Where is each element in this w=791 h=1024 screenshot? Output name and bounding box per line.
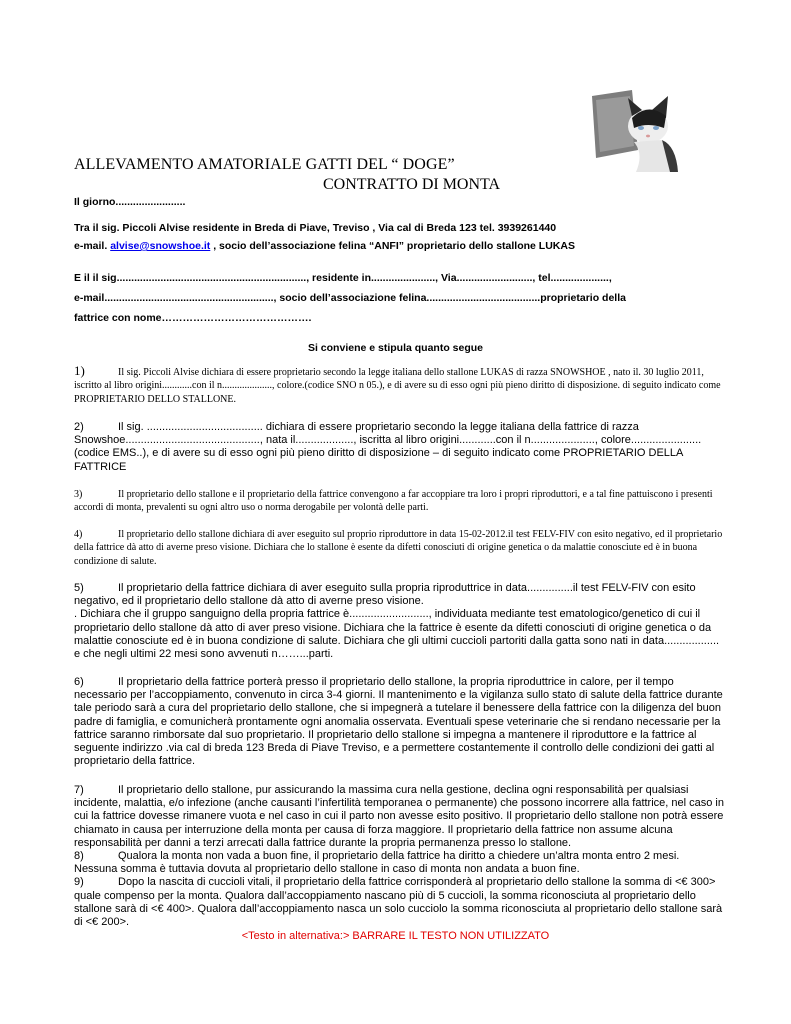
cat-photo [586,88,686,172]
clause-2 [74,421,724,474]
clause-text: Il proprietario della fattrice porterà presso il proprietario dello stallone, la propria riproduttrice in calore, per il tempo necessario per l’accoppiamento, convenuto in circa 3-4 giorni. Il mantenimento e la vigilanza sullo stato di salute della fattrice durante tale periodo sarà a cura del proprietario dello stallone, che si impegnerà a tutelare il benessere della fattrice con la diligenza del buon padre di famiglia, e comunicherà prontamente ogni anomalia osservata. Eventuali spese veterinarie che si rendano necessarie per la fattrice saranno rimborsate dal suo proprietario. Il proprietario dello stallone si impegna a mantenere il riproduttore e la fattrice al seguente indirizzo .via cal di breda 123 Breda di Piave Treviso, e a permettere costantemente il controllo delle condizioni dei gatti al proprietario della fattrice. [74,676,723,768]
dam-owner-line-3: fattrice con nome……………………………………. [74,312,312,324]
clause-text: Il proprietario dello stallone e il proprietario della fattrice convengono a far accoppiare tra loro i propri riproduttori, e a tal fine pattuiscono i presenti accordi di monta, prevalenti su ogni altro uso o norma derogabile per volontà delle parti. [74,489,713,514]
email-suffix: , socio dell’associazione felina “ANFI” proprietario dello stallone LUKAS [210,240,575,252]
clause-number: 7) [74,784,84,796]
clause-4 [74,528,724,568]
clause-text: Il sig. Piccoli Alvise dichiara di essere proprietario secondo la legge italiana dello stallone LUKAS di razza SNOWSHOE , nato il. 30 luglio 2011, iscritto al libro origini............con il n...................., colore.(codice SNO n 05.), e di avere su di esso ogni più pieno diritto di disposizione. di seguito indicato come PROPRIETARIO DELLO STALLONE. [74,367,721,405]
email-link[interactable]: alvise@snowshoe.it [110,240,211,252]
clause-9-text: Dopo la nascita di cuccioli vitali, il proprietario della fattrice corrisponderà al proprietario dello stallone la somma di <€ 300> quale compenso per la monta. Qualora dall’accoppiamento nascano più di 5 cuccioli, la somma riconosciuta al proprietario dello stallone sarà di <€ 400>. Qualora dall’accoppiamento nasca un solo cucciolo la somma riconosciuta al proprietario dello stallone sarà di <€ 200>. [74,876,723,929]
stallion-owner-email-line [74,240,575,252]
clause-number: 6) [74,676,84,688]
clause-1 [74,364,724,406]
clause-text: Il sig. ...................................... dichiara di essere proprietario secondo la legge italiana della fattrice di razza Snowshoe............................................, nata il..................., iscritta al libro origini............con il n....................., colore.......................(codice EMS..), e di avere su di esso ogni più pieno diritto di disposizione – di seguito indicato come PROPRIETARIO DELLA FATTRICE [74,421,702,473]
date-line: Il giorno........................ [74,196,186,208]
dam-owner-line-1: E il il sig................................................................., residente in......................, Via.........................., tel...................., [74,272,612,284]
alternative-text-note: <Testo in alternativa:> BARRARE IL TESTO NON UTILIZZATO [241,930,550,942]
clause-number: 4) [74,529,83,540]
clause-5 [74,582,724,661]
document-title: ALLEVAMENTO AMATORIALE GATTI DEL “ DOGE” [74,156,455,173]
clause-number: 1) [74,363,85,378]
stallion-owner-line: Tra il sig. Piccoli Alvise residente in Breda di Piave, Treviso , Via cal di Breda 123 tel. 3939261440 [74,222,557,234]
clause-number: 2) [74,421,84,433]
clause-text: Il proprietario della fattrice dichiara di aver eseguito sulla propria riproduttrice in data...............il test FELV-FIV con esito negativo, ed il proprietario dello stallone dà atto di averne preso visione. [74,582,696,608]
email-prefix: e-mail. [74,240,111,252]
clause-6 [74,676,724,768]
clause-number: 3) [74,489,83,500]
agreement-heading: Si conviene e stipula quanto segue [307,342,484,354]
clause-8-text: Qualora la monta non vada a buon fine, il proprietario della fattrice ha diritto a chiedere un’altra monta entro 2 mesi. Nessuna somma è tuttavia dovuta al proprietario dello stallone in caso di monta non andata a buon fine. [74,850,680,876]
clause-text: Il proprietario dello stallone dichiara di aver eseguito sul proprio riproduttore in data 15-02-2012.il test FELV-FIV con esito negativo, ed il proprietario della fattrice dà atto di averne preso visione. Dichiara che lo stallone è esente da difetti conosciuti di origine genetica o da malattie conosciute ed è in buona condizione di salute. [74,529,723,567]
clause-text: Il proprietario dello stallone, pur assicurando la massima cura nella gestione, declina ogni responsabilità per qualsiasi incidente, malattia, e/o infezione (anche causanti l’infertilità temporanea o permanente) che possono incorrere alla fattrice, nel caso in cui la fattrice dovesse rimanere vuota e nel caso in cui il parto non avesse esito positivo. Il proprietario dello stallone non potrà essere chiamato in causa per interruzione della monta per causa di forza maggiore. Il proprietario della fattrice non assume alcuna responsabilità per danni a terzi arrecati dalla fattrice durante la propria permanenza presso lo stallone. [74,784,724,849]
document-subtitle: CONTRATTO DI MONTA [323,176,501,193]
clause-number: 9) [74,876,84,889]
clause-number: 5) [74,582,84,594]
dam-owner-line-2: e-mail.........................................................., socio dell’associazione felina.......................................proprietario della [74,292,626,304]
clause-number: 8) [74,850,84,863]
clause-7 [74,784,724,929]
clause-text-continued: . Dichiara che il gruppo sanguigno della propria fattrice è.........................., individuata mediante test ematologico/genetico di cui il proprietario dello stallone dà atto di aver preso visione. Dichiara che la fattrice è esente da difetti conosciuti di origine genetica o da malattie conosciute ed è in buona condizione di salute. Dichiara che gli ultimi cuccioli partoriti dalla gatta sono nati in data.................. e che negli ultimi 22 mesi sono avvenuti n……...parti. [74,608,720,661]
clause-3 [74,488,724,515]
